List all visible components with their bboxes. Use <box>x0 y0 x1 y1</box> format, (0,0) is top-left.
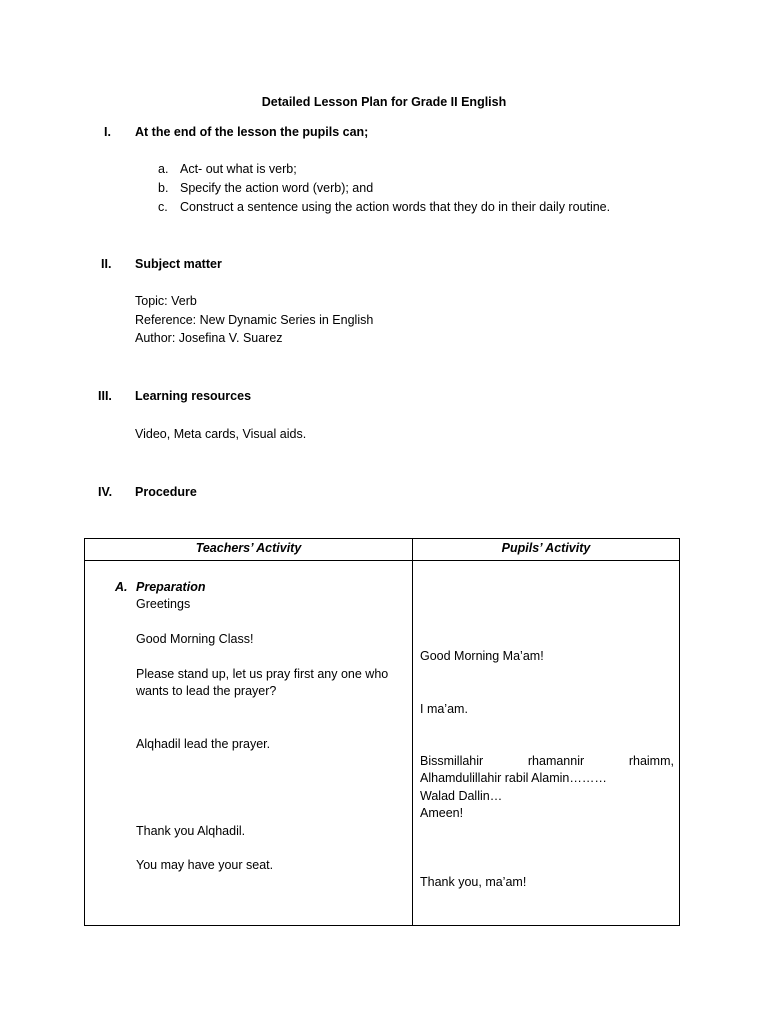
prayer-word-3: rhaimm, <box>628 754 674 768</box>
section-2-heading: Subject matter <box>135 257 222 271</box>
teacher-good-morning: Good Morning Class! <box>136 632 254 646</box>
prayer-word-2: rhamannir <box>527 754 585 768</box>
teacher-lead-prayer: Alqhadil lead the prayer. <box>136 737 271 751</box>
section-3-number: III. <box>98 389 112 403</box>
reference-line: Reference: New Dynamic Series in English <box>135 313 374 327</box>
part-letter: A. <box>115 580 128 594</box>
topic-line: Topic: Verb <box>135 294 197 308</box>
pupil-prayer-line-4: Ameen! <box>420 806 464 820</box>
section-1-heading: At the end of the lesson the pupils can; <box>135 125 369 139</box>
teacher-activity-header: Teachers’ Activity <box>195 541 302 555</box>
objective-a-letter: a. <box>158 162 169 176</box>
section-3-heading: Learning resources <box>135 389 252 403</box>
pupil-good-morning: Good Morning Ma’am! <box>420 649 544 663</box>
prayer-word-1: Bissmillahir <box>420 754 484 768</box>
section-4-heading: Procedure <box>135 485 197 499</box>
section-1-number: I. <box>104 125 111 139</box>
teacher-greetings: Greetings <box>136 597 191 611</box>
teacher-pray-text-1: Please stand up, let us pray first any one who <box>136 667 389 681</box>
pupil-prayer-line-3: Walad Dallin… <box>420 789 503 803</box>
pupil-prayer-line-2: Alhamdulillahir rabil Alamin……… <box>420 771 607 785</box>
column-divider <box>412 539 413 925</box>
objective-a-text: Act- out what is verb; <box>180 162 297 176</box>
pupil-activity-header: Pupils’ Activity <box>501 541 591 555</box>
teacher-thanks: Thank you Alqhadil. <box>136 824 246 838</box>
section-4-number: IV. <box>98 485 113 499</box>
objective-c-text: Construct a sentence using the action words that they do in their daily routine. <box>180 200 611 214</box>
procedure-table <box>84 538 680 926</box>
part-title: Preparation <box>136 580 206 594</box>
teacher-have-seat: You may have your seat. <box>136 858 274 872</box>
objective-c-letter: c. <box>158 200 168 214</box>
teacher-pray-line-2: wants to lead the prayer? <box>136 684 277 698</box>
author-line: Author: Josefina V. Suarez <box>135 331 283 345</box>
pupil-thanks: Thank you, ma’am! <box>420 875 527 889</box>
objective-b-letter: b. <box>158 181 169 195</box>
pupil-prayer-line-1 <box>420 753 674 770</box>
header-divider <box>85 560 679 561</box>
objective-b-text: Specify the action word (verb); and <box>180 181 374 195</box>
section-2-number: II. <box>101 257 112 271</box>
pupil-volunteer: I ma’am. <box>420 702 468 716</box>
resources-line: Video, Meta cards, Visual aids. <box>135 427 307 441</box>
document-title: Detailed Lesson Plan for Grade II English <box>261 95 507 109</box>
teacher-pray-line-1 <box>136 666 406 683</box>
